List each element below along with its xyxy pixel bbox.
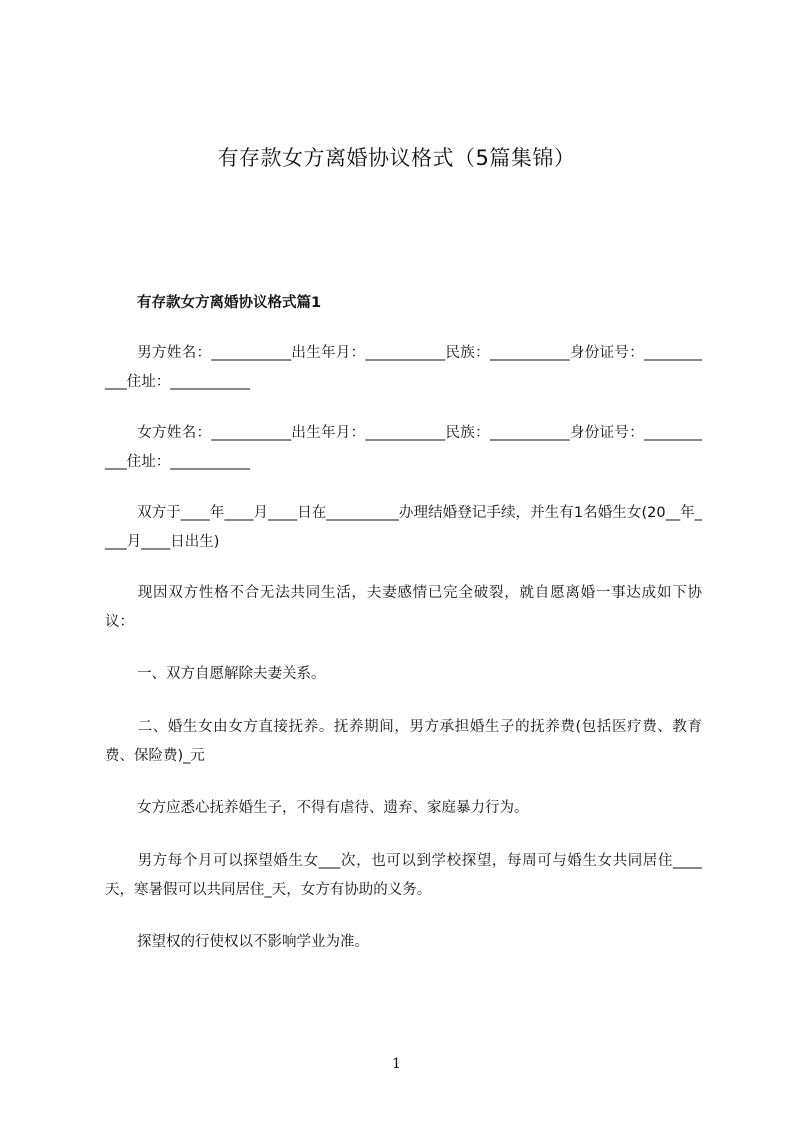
paragraph-clause-2: [105, 713, 702, 771]
paragraph-male-info: [105, 339, 702, 397]
paragraph-text: 双方于____年____月____日在__________办理结婚登记手续，并生有1名婚生女(20__年____月____日出生): [105, 505, 702, 550]
paragraph-care-duty: [105, 794, 702, 823]
paragraph-text: 现因双方性格不合无法共同生活，夫妻感情已完全破裂，就自愿离婚一事达成如下协议：: [105, 585, 702, 630]
paragraph-agreement-intro: [105, 579, 702, 637]
paragraph-visitation: [105, 847, 702, 905]
paragraph-text: 女方应悉心抚养婚生子，不得有虐待、遗弃、家庭暴力行为。: [137, 800, 529, 816]
section-heading: 有存款女方离婚协议格式篇1: [137, 295, 322, 311]
paragraph-marriage-registration: [105, 499, 702, 557]
paragraph-clause-1: [105, 660, 702, 689]
paragraph-text: 一、双方自愿解除夫妻关系。: [137, 666, 326, 682]
paragraph-text: 女方姓名：___________出生年月：___________民族：___________身份证号：___________住址：___________: [105, 425, 702, 470]
page-number: 1: [392, 1056, 401, 1072]
paragraph-text: 男方姓名：___________出生年月：___________民族：___________身份证号：___________住址：___________: [105, 345, 702, 390]
paragraph-text: 二、婚生女由女方直接抚养。抚养期间，男方承担婚生子的抚养费(包括医疗费、教育费、保险费)_元: [105, 719, 702, 764]
paragraph-visitation-rule: [105, 928, 702, 957]
document-title: 有存款女方离婚协议格式（5篇集锦）: [217, 146, 576, 170]
paragraph-female-info: [105, 419, 702, 477]
paragraph-text: 男方每个月可以探望婚生女___次，也可以到学校探望，每周可与婚生女共同居住____天，寒暑假可以共同居住_天，女方有协助的义务。: [105, 853, 702, 898]
paragraph-text: 探望权的行使权以不影响学业为准。: [137, 934, 369, 950]
